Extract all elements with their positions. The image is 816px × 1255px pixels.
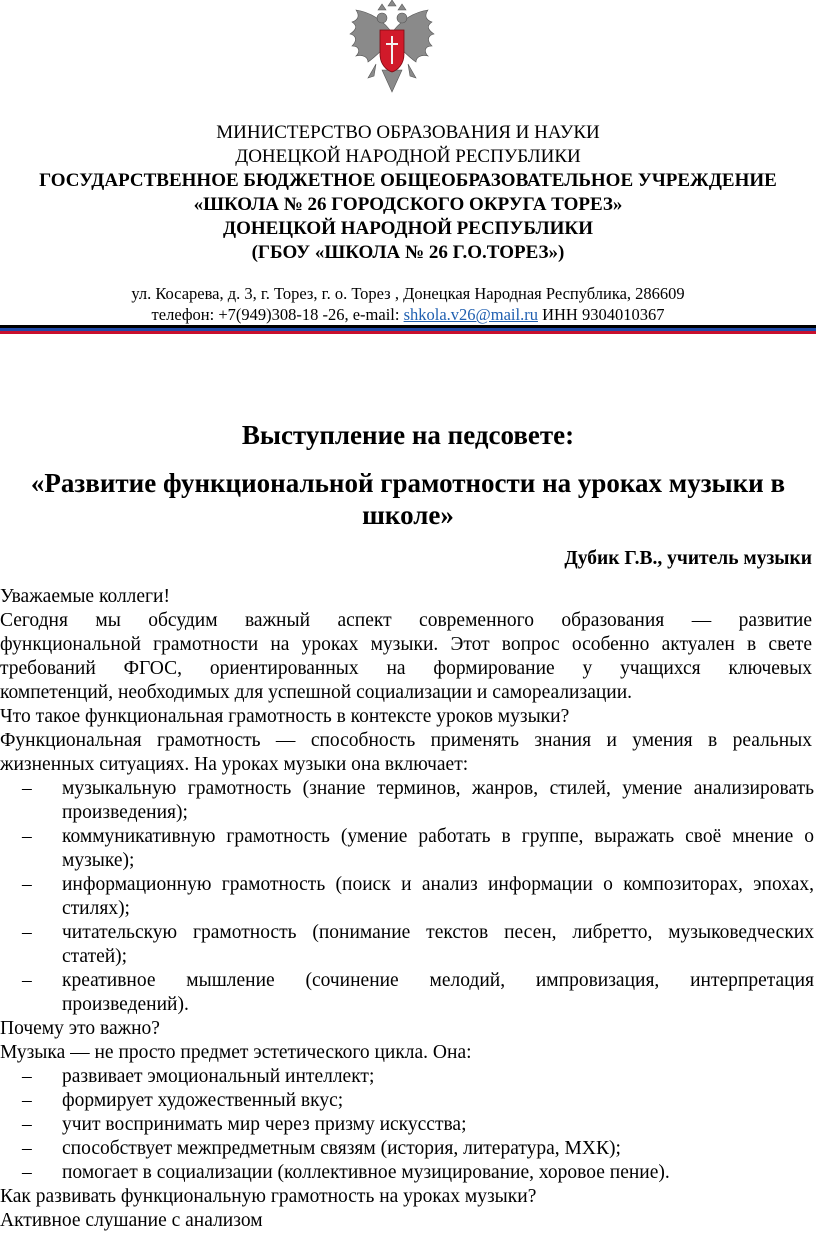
org-line-1: ГОСУДАРСТВЕННОЕ БЮДЖЕТНОЕ ОБЩЕОБРАЗОВАТЕЛЬНОЕ УЧРЕЖДЕНИЕ [39,170,777,191]
list-item: помогает в социализации (коллективное музицирование, хоровое пение). [62,1162,670,1183]
contacts-suffix: ИНН 9304010367 [537,305,665,324]
intro-line: функциональной грамотности на уроках музыки. Этот вопрос особенно актуален в свете [0,634,812,655]
list-item: статей); [62,946,128,967]
contacts-prefix: телефон: +7(949)308-18 -26, e-mail: [151,305,404,324]
list-bullet: – [22,1066,32,1087]
question-heading: Почему это важно? [0,1018,160,1039]
paragraph: Музыка — не просто предмет эстетического цикла. Она: [0,1042,472,1063]
intro-line: Сегодня мы обсудим важный аспект современного образования — развитие [0,610,812,631]
definition-line: жизненных ситуациях. На уроках музыки она включает: [0,754,469,775]
coat-of-arms-icon [342,0,442,96]
school-contacts [0,305,816,325]
list-item: информационную грамотность (поиск и анализ информации о композиторах, эпохах, [62,874,814,895]
intro-line: компетенций, необходимых для успешной социализации и самореализации. [0,682,633,703]
list-item: формирует художественный вкус; [62,1090,344,1111]
author: Дубик Г.В., учитель музыки [564,548,812,569]
list-bullet: – [22,778,32,799]
list-bullet: – [22,1138,32,1159]
school-address: ул. Косарева, д. 3, г. Торез, г. о. Торез , Донецкая Народная Республика, 286609 [131,284,685,303]
list-bullet: – [22,1090,32,1111]
list-item: креативное мышление (сочинение мелодий, импровизация, интерпретация [62,970,814,991]
ministry-line-2: ДОНЕЦКОЙ НАРОДНОЙ РЕСПУБЛИКИ [235,146,581,167]
list-bullet: – [22,1162,32,1183]
list-item: читательскую грамотность (понимание текстов песен, либретто, музыковедческих [62,922,814,943]
list-item: музыкальную грамотность (знание терминов, жанров, стилей, умение анализировать [62,778,814,799]
list-item: развивает эмоциональный интеллект; [62,1066,375,1087]
question-heading: Как развивать функциональную грамотность на уроках музыки? [0,1186,537,1207]
list-bullet: – [22,970,32,991]
speech-title: Выступление на педсовете: [241,420,575,450]
org-line-3: ДОНЕЦКОЙ НАРОДНОЙ РЕСПУБЛИКИ [223,218,593,239]
list-item: произведений). [62,994,189,1015]
list-item: коммуникативную грамотность (умение работать в группе, выражать своё мнение о [62,826,814,847]
flag-stripe-red [0,331,816,334]
org-line-4: (ГБОУ «ШКОЛА № 26 Г.О.ТОРЕЗ») [251,242,565,263]
greeting: Уважаемые коллеги! [0,586,170,607]
intro-line: требований ФГОС, ориентированных на формирование у учащихся ключевых [0,658,812,679]
list-item: способствует межпредметным связям (история, литература, МХК); [62,1138,621,1159]
list-bullet: – [22,922,32,943]
list-item: произведения); [62,802,188,823]
org-line-2: «ШКОЛА № 26 ГОРОДСКОГО ОКРУГА ТОРЕЗ» [193,194,623,215]
topic-line-1: «Развитие функциональной грамотности на уроках музыки в [30,468,786,498]
definition-line: Функциональная грамотность — способность применять знания и умения в реальных [0,730,812,751]
list-bullet: – [22,874,32,895]
list-bullet: – [22,826,32,847]
list-item: учит воспринимать мир через призму искусства; [62,1114,467,1135]
ministry-line-1: МИНИСТЕРСТВО ОБРАЗОВАНИЯ И НАУКИ [216,122,600,143]
list-item: музыке); [62,850,135,871]
list-item: стилях); [62,898,130,919]
question-heading: Что такое функциональная грамотность в контексте уроков музыки? [0,706,570,727]
list-bullet: – [22,1114,32,1135]
section-heading: Активное слушание с анализом [0,1210,263,1231]
email-link[interactable]: shkola.v26@mail.ru [403,305,538,324]
topic-line-2: школе» [362,500,454,530]
